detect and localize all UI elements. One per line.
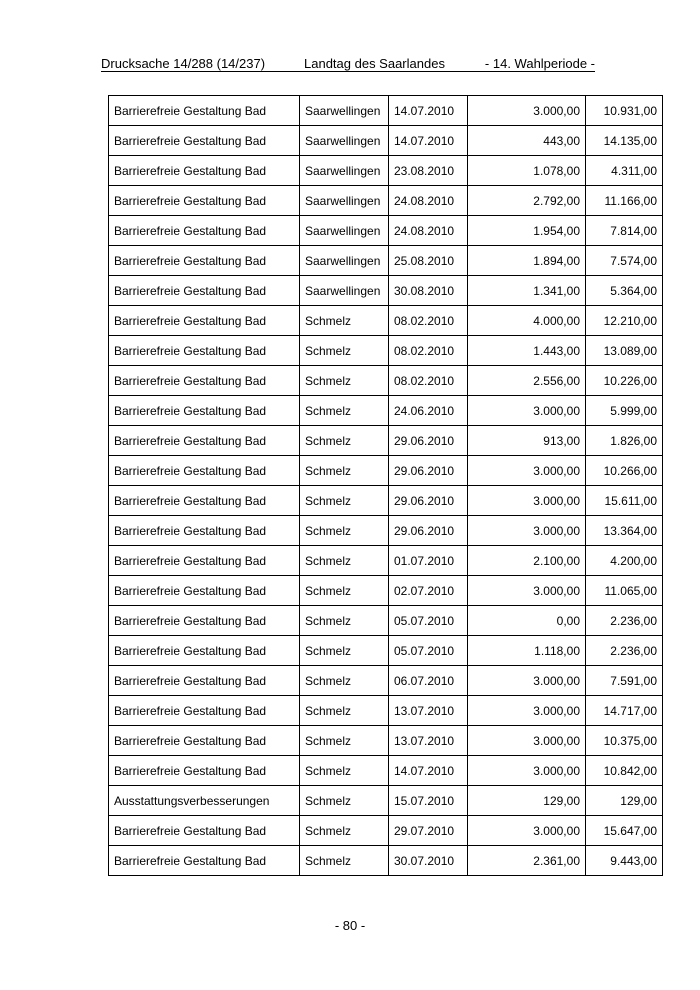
table-row <box>109 486 663 516</box>
date-cell: 06.07.2010 <box>389 666 468 696</box>
total-cost-cell: 10.266,00 <box>586 456 663 486</box>
table-row <box>109 786 663 816</box>
table-row <box>109 756 663 786</box>
date-cell: 13.07.2010 <box>389 696 468 726</box>
grant-amount-cell: 3.000,00 <box>468 696 586 726</box>
table-row <box>109 816 663 846</box>
legislative-period: - 14. Wahlperiode - <box>484 56 595 71</box>
table-row <box>109 456 663 486</box>
total-cost-cell: 14.135,00 <box>586 126 663 156</box>
date-cell: 29.06.2010 <box>389 516 468 546</box>
table-row <box>109 846 663 876</box>
measure-cell: Barrierefreie Gestaltung Bad <box>109 726 300 756</box>
municipality-cell: Schmelz <box>300 816 389 846</box>
grant-amount-cell: 2.361,00 <box>468 846 586 876</box>
grant-amount-cell: 1.443,00 <box>468 336 586 366</box>
measure-cell: Barrierefreie Gestaltung Bad <box>109 276 300 306</box>
total-cost-cell: 7.591,00 <box>586 666 663 696</box>
municipality-cell: Saarwellingen <box>300 126 389 156</box>
grant-amount-cell: 1.118,00 <box>468 636 586 666</box>
date-cell: 01.07.2010 <box>389 546 468 576</box>
measure-cell: Barrierefreie Gestaltung Bad <box>109 666 300 696</box>
date-cell: 13.07.2010 <box>389 726 468 756</box>
measure-cell: Barrierefreie Gestaltung Bad <box>109 546 300 576</box>
grant-amount-cell: 1.078,00 <box>468 156 586 186</box>
table-row <box>109 366 663 396</box>
municipality-cell: Schmelz <box>300 336 389 366</box>
date-cell: 08.02.2010 <box>389 336 468 366</box>
table-row <box>109 186 663 216</box>
total-cost-cell: 12.210,00 <box>586 306 663 336</box>
date-cell: 14.07.2010 <box>389 96 468 126</box>
table-row <box>109 396 663 426</box>
total-cost-cell: 2.236,00 <box>586 636 663 666</box>
municipality-cell: Saarwellingen <box>300 186 389 216</box>
measure-cell: Barrierefreie Gestaltung Bad <box>109 186 300 216</box>
table-row <box>109 636 663 666</box>
date-cell: 14.07.2010 <box>389 126 468 156</box>
measure-cell: Barrierefreie Gestaltung Bad <box>109 396 300 426</box>
date-cell: 30.07.2010 <box>389 846 468 876</box>
municipality-cell: Schmelz <box>300 306 389 336</box>
municipality-cell: Schmelz <box>300 456 389 486</box>
grant-amount-cell: 3.000,00 <box>468 456 586 486</box>
table-row <box>109 156 663 186</box>
measure-cell: Barrierefreie Gestaltung Bad <box>109 846 300 876</box>
municipality-cell: Saarwellingen <box>300 276 389 306</box>
municipality-cell: Schmelz <box>300 546 389 576</box>
grant-amount-cell: 1.954,00 <box>468 216 586 246</box>
document-number: Drucksache 14/288 (14/237) <box>101 56 266 71</box>
date-cell: 29.06.2010 <box>389 486 468 516</box>
table-row <box>109 216 663 246</box>
date-cell: 05.07.2010 <box>389 636 468 666</box>
measure-cell: Barrierefreie Gestaltung Bad <box>109 516 300 546</box>
measure-cell: Barrierefreie Gestaltung Bad <box>109 816 300 846</box>
date-cell: 25.08.2010 <box>389 246 468 276</box>
total-cost-cell: 13.089,00 <box>586 336 663 366</box>
total-cost-cell: 11.065,00 <box>586 576 663 606</box>
date-cell: 29.07.2010 <box>389 816 468 846</box>
total-cost-cell: 2.236,00 <box>586 606 663 636</box>
grant-amount-cell: 2.556,00 <box>468 366 586 396</box>
grant-amount-cell: 3.000,00 <box>468 756 586 786</box>
total-cost-cell: 10.931,00 <box>586 96 663 126</box>
table-row <box>109 126 663 156</box>
measure-cell: Barrierefreie Gestaltung Bad <box>109 426 300 456</box>
measure-cell: Barrierefreie Gestaltung Bad <box>109 576 300 606</box>
grant-amount-cell: 0,00 <box>468 606 586 636</box>
table-row <box>109 516 663 546</box>
table-row <box>109 576 663 606</box>
total-cost-cell: 129,00 <box>586 786 663 816</box>
total-cost-cell: 15.647,00 <box>586 816 663 846</box>
date-cell: 23.08.2010 <box>389 156 468 186</box>
municipality-cell: Schmelz <box>300 516 389 546</box>
municipality-cell: Schmelz <box>300 666 389 696</box>
grant-amount-cell: 129,00 <box>468 786 586 816</box>
table-row <box>109 546 663 576</box>
header-rule <box>101 71 595 72</box>
total-cost-cell: 4.200,00 <box>586 546 663 576</box>
date-cell: 30.08.2010 <box>389 276 468 306</box>
grant-amount-cell: 913,00 <box>468 426 586 456</box>
total-cost-cell: 5.999,00 <box>586 396 663 426</box>
grant-amount-cell: 1.894,00 <box>468 246 586 276</box>
date-cell: 05.07.2010 <box>389 606 468 636</box>
total-cost-cell: 10.842,00 <box>586 756 663 786</box>
date-cell: 29.06.2010 <box>389 456 468 486</box>
municipality-cell: Schmelz <box>300 786 389 816</box>
date-cell: 29.06.2010 <box>389 426 468 456</box>
measure-cell: Barrierefreie Gestaltung Bad <box>109 606 300 636</box>
municipality-cell: Schmelz <box>300 366 389 396</box>
table-row <box>109 666 663 696</box>
grant-amount-cell: 3.000,00 <box>468 726 586 756</box>
municipality-cell: Schmelz <box>300 426 389 456</box>
table-row <box>109 696 663 726</box>
table-row <box>109 426 663 456</box>
grant-amount-cell: 3.000,00 <box>468 486 586 516</box>
grant-amount-cell: 4.000,00 <box>468 306 586 336</box>
measure-cell: Barrierefreie Gestaltung Bad <box>109 696 300 726</box>
municipality-cell: Schmelz <box>300 636 389 666</box>
municipality-cell: Schmelz <box>300 576 389 606</box>
measure-cell: Barrierefreie Gestaltung Bad <box>109 216 300 246</box>
total-cost-cell: 10.375,00 <box>586 726 663 756</box>
grant-amount-cell: 3.000,00 <box>468 516 586 546</box>
municipality-cell: Schmelz <box>300 396 389 426</box>
total-cost-cell: 7.574,00 <box>586 246 663 276</box>
municipality-cell: Schmelz <box>300 606 389 636</box>
measure-cell: Barrierefreie Gestaltung Bad <box>109 486 300 516</box>
total-cost-cell: 7.814,00 <box>586 216 663 246</box>
municipality-cell: Schmelz <box>300 756 389 786</box>
table-row <box>109 606 663 636</box>
total-cost-cell: 9.443,00 <box>586 846 663 876</box>
municipality-cell: Schmelz <box>300 696 389 726</box>
grant-amount-cell: 2.792,00 <box>468 186 586 216</box>
date-cell: 02.07.2010 <box>389 576 468 606</box>
measure-cell: Barrierefreie Gestaltung Bad <box>109 126 300 156</box>
measure-cell: Barrierefreie Gestaltung Bad <box>109 366 300 396</box>
measure-cell: Barrierefreie Gestaltung Bad <box>109 246 300 276</box>
municipality-cell: Saarwellingen <box>300 246 389 276</box>
municipality-cell: Saarwellingen <box>300 156 389 186</box>
date-cell: 24.08.2010 <box>389 186 468 216</box>
grant-amount-cell: 2.100,00 <box>468 546 586 576</box>
date-cell: 14.07.2010 <box>389 756 468 786</box>
grant-amount-cell: 3.000,00 <box>468 576 586 606</box>
table-row <box>109 96 663 126</box>
date-cell: 08.02.2010 <box>389 366 468 396</box>
measure-cell: Barrierefreie Gestaltung Bad <box>109 306 300 336</box>
municipality-cell: Schmelz <box>300 726 389 756</box>
municipality-cell: Saarwellingen <box>300 216 389 246</box>
measure-cell: Barrierefreie Gestaltung Bad <box>109 336 300 366</box>
table-row <box>109 306 663 336</box>
date-cell: 08.02.2010 <box>389 306 468 336</box>
municipality-cell: Schmelz <box>300 846 389 876</box>
parliament-name: Landtag des Saarlandes <box>304 56 445 71</box>
measure-cell: Barrierefreie Gestaltung Bad <box>109 456 300 486</box>
table-row <box>109 726 663 756</box>
funding-table <box>108 95 663 876</box>
total-cost-cell: 1.826,00 <box>586 426 663 456</box>
total-cost-cell: 10.226,00 <box>586 366 663 396</box>
page-number: - 80 - <box>334 918 366 933</box>
table-row <box>109 336 663 366</box>
grant-amount-cell: 3.000,00 <box>468 816 586 846</box>
date-cell: 15.07.2010 <box>389 786 468 816</box>
total-cost-cell: 11.166,00 <box>586 186 663 216</box>
measure-cell: Barrierefreie Gestaltung Bad <box>109 636 300 666</box>
total-cost-cell: 5.364,00 <box>586 276 663 306</box>
table-row <box>109 276 663 306</box>
date-cell: 24.06.2010 <box>389 396 468 426</box>
total-cost-cell: 15.611,00 <box>586 486 663 516</box>
table-row <box>109 246 663 276</box>
grant-amount-cell: 3.000,00 <box>468 396 586 426</box>
grant-amount-cell: 443,00 <box>468 126 586 156</box>
measure-cell: Ausstattungsverbesserungen <box>109 786 300 816</box>
municipality-cell: Saarwellingen <box>300 96 389 126</box>
date-cell: 24.08.2010 <box>389 216 468 246</box>
measure-cell: Barrierefreie Gestaltung Bad <box>109 156 300 186</box>
municipality-cell: Schmelz <box>300 486 389 516</box>
total-cost-cell: 4.311,00 <box>586 156 663 186</box>
measure-cell: Barrierefreie Gestaltung Bad <box>109 96 300 126</box>
total-cost-cell: 14.717,00 <box>586 696 663 726</box>
measure-cell: Barrierefreie Gestaltung Bad <box>109 756 300 786</box>
grant-amount-cell: 3.000,00 <box>468 666 586 696</box>
total-cost-cell: 13.364,00 <box>586 516 663 546</box>
page-header <box>101 56 595 72</box>
grant-amount-cell: 3.000,00 <box>468 96 586 126</box>
grant-amount-cell: 1.341,00 <box>468 276 586 306</box>
